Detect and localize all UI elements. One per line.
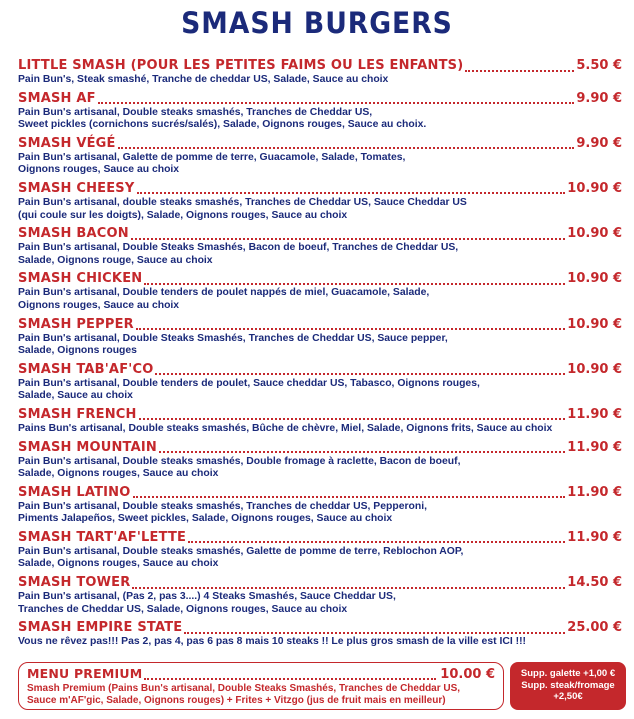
menu-item-description — [18, 242, 622, 267]
dotted-leader — [159, 450, 565, 453]
menu-premium-name: MENU PREMIUM — [27, 666, 143, 681]
menu-item-description — [18, 456, 622, 481]
menu-item-desc-line: Tranches de Cheddar US, Salade, Oignons rouges, Sauce au choix — [18, 603, 348, 615]
menu-item-price: 10.90 € — [567, 271, 622, 287]
menu-item-price: 10.90 € — [567, 361, 622, 377]
menu-item-price: 5.50 € — [576, 58, 622, 73]
menu-item-desc-line: Sweet pickles (cornichons sucrés/salés), Salade, Oignons rouges, Sauce au choix. — [18, 119, 427, 131]
dotted-leader — [155, 372, 565, 375]
dotted-leader — [136, 327, 565, 330]
menu-item-desc-line: Oignons rouges, Sauce au choix — [18, 164, 180, 176]
menu-item-name: SMASH FRENCH — [18, 406, 137, 422]
menu-item-desc-line: Pain Bun's artisanal, Galette de pomme de terre, Guacamole, Salade, Tomates, — [18, 151, 406, 163]
menu-item-desc-line: Pain Bun's artisanal, (Pas 2, pas 3....) 4 Steaks Smashés, Sauce Cheddar US, — [18, 591, 396, 603]
menu-item-price: 9.90 € — [576, 90, 622, 106]
menu-item-desc-line: Pain Bun's artisanal, Double steaks smashés, Double fromage à raclette, Bacon de boeuf, — [18, 455, 461, 467]
menu-item-header — [18, 317, 622, 333]
menu-item-desc-line: Salade, Oignons rouges, Sauce au choix — [18, 558, 219, 570]
menu-item-name: SMASH AF — [18, 90, 96, 106]
menu-item-name: SMASH EMPIRE STATE — [18, 620, 183, 636]
menu-item-desc-line: Vous ne rêvez pas!!! Pas 2, pas 4, pas 6 pas 8 mais 10 steaks !! Le plus gros smash de la ville est ICI !!! — [18, 636, 527, 648]
menu-item-name: SMASH TART'AF'LETTE — [18, 529, 187, 545]
dotted-leader — [139, 417, 566, 420]
menu-item — [18, 407, 622, 436]
menu-item-desc-line: Piments Jalapeños, Sweet pickles, Salade, Oignons rouges, Sauce au choix — [18, 513, 393, 525]
menu-item-desc-line: Salade, Oignons rouges, Sauce au choix — [18, 468, 219, 480]
menu-item-desc-line: Pain Bun's, Steak smashé, Tranche de cheddar US, Salade, Sauce au choix — [18, 74, 389, 85]
menu-item-desc-line: Pain Bun's artisanal, Double Steaks Smashés, Bacon de boeuf, Tranches de Cheddar US, — [18, 242, 459, 254]
menu-item-description — [18, 333, 622, 358]
menu-item-desc-line: Pain Bun's artisanal, Double steaks smashés, Galette de pomme de terre, Reblochon AOP, — [18, 545, 464, 557]
menu-item — [18, 91, 622, 132]
menu-item-description — [18, 74, 622, 87]
dotted-leader — [133, 495, 566, 498]
menu-item-name: SMASH PEPPER — [18, 316, 134, 332]
menu-item-name: SMASH TOWER — [18, 575, 131, 591]
menu-item — [18, 485, 622, 526]
menu-item-name: SMASH CHEESY — [18, 180, 135, 196]
menu-item — [18, 271, 622, 312]
menu-item-name: SMASH VÉGÉ — [18, 135, 116, 151]
menu-item-desc-line: Pain Bun's artisanal, Double Steaks Smashés, Tranches de Cheddar US, Sauce pepper, — [18, 332, 448, 344]
menu-item — [18, 362, 622, 403]
dotted-leader — [144, 677, 436, 680]
menu-item-desc-line: Salade, Oignons rouge, Sauce au choix — [18, 254, 213, 266]
menu-premium-desc-line: Smash Premium (Pains Bun's artisanal, Double Steaks Smashés, Tranches de Cheddar US, — [27, 683, 461, 694]
menu-item — [18, 317, 622, 358]
menu-item — [18, 181, 622, 222]
menu-item-name: SMASH LATINO — [18, 484, 131, 500]
menu-item — [18, 440, 622, 481]
menu-item-header — [18, 181, 622, 197]
menu-item-description — [18, 287, 622, 312]
menu-item-header — [18, 530, 622, 546]
menu-item-description — [18, 546, 622, 571]
menu-item-header — [18, 226, 622, 242]
menu-item-description — [18, 501, 622, 526]
menu-title: SMASH BURGERS — [181, 6, 453, 40]
supp-steak-fromage-price: +2,50€ — [553, 691, 583, 702]
menu-item-description — [18, 636, 622, 649]
menu-item — [18, 530, 622, 571]
menu-item-description — [18, 423, 622, 436]
supplements-badge — [510, 662, 626, 710]
menu-item-price: 25.00 € — [567, 620, 622, 636]
menu-items-list — [18, 58, 622, 653]
menu-item-desc-line: Pain Bun's artisanal, Double steaks smashés, Tranches de cheddar US, Pepperoni, — [18, 500, 428, 512]
menu-item-description — [18, 197, 622, 222]
menu-item-name: SMASH BACON — [18, 226, 129, 242]
menu-premium-header — [27, 666, 495, 683]
menu-item-desc-line: Pain Bun's artisanal, Double tenders de poulet, Sauce cheddar US, Tabasco, Oignons rouges, — [18, 377, 480, 389]
dotted-leader — [184, 631, 565, 634]
menu-item — [18, 58, 622, 87]
dotted-leader — [132, 586, 565, 589]
menu-item — [18, 575, 622, 616]
menu-item-price: 11.90 € — [567, 484, 622, 500]
dotted-leader — [188, 540, 565, 543]
menu-item-name: SMASH TAB'AF'CO — [18, 361, 154, 377]
menu-item-price: 11.90 € — [567, 406, 622, 422]
dotted-leader — [131, 237, 566, 240]
menu-item-header — [18, 136, 622, 152]
menu-item-desc-line: Salade, Oignons rouges — [18, 345, 137, 357]
menu-item-name: SMASH CHICKEN — [18, 271, 143, 287]
menu-item-description — [18, 107, 622, 132]
menu-item-header — [18, 58, 622, 74]
menu-item — [18, 226, 622, 267]
menu-item-name: SMASH MOUNTAIN — [18, 439, 157, 455]
dotted-leader — [98, 101, 575, 104]
menu-item-price: 10.90 € — [567, 226, 622, 242]
menu-item-desc-line: Pain Bun's artisanal, double steaks smashés, Tranches de Cheddar US, Sauce Cheddar US — [18, 196, 467, 208]
menu-item-price: 9.90 € — [576, 135, 622, 151]
menu-item-desc-line: Salade, Sauce au choix — [18, 390, 133, 402]
menu-item-desc-line: Pain Bun's artisanal, Double tenders de poulet nappés de miel, Guacamole, Salade, — [18, 287, 430, 299]
menu-item-desc-line: Pain Bun's artisanal, Double steaks smashés, Tranches de Cheddar US, — [18, 106, 373, 118]
menu-item-header — [18, 440, 622, 456]
menu-item-header — [18, 485, 622, 501]
supp-steak-fromage: Supp. steak/fromage — [521, 679, 615, 691]
menu-item-description — [18, 378, 622, 403]
menu-item-desc-line: Pains Bun's artisanal, Double steaks smashés, Bûche de chèvre, Miel, Salade, Oignons frits, Sauce au choix — [18, 422, 553, 434]
menu-premium-description — [27, 683, 495, 707]
dotted-leader — [144, 282, 565, 285]
menu-item-desc-line: Oignons rouges, Sauce au choix — [18, 299, 180, 311]
menu-item-price: 11.90 € — [567, 439, 622, 455]
menu-item-header — [18, 271, 622, 287]
dotted-leader — [465, 69, 574, 72]
menu-item — [18, 620, 622, 649]
menu-premium-price: 10.00 € — [440, 667, 495, 682]
menu-item-price: 10.90 € — [567, 180, 622, 196]
menu-item-header — [18, 362, 622, 378]
menu-item-name: LITTLE SMASH (POUR LES PETITES FAIMS OU LES ENFANTS) — [18, 58, 464, 73]
supp-galette: Supp. galette +1,00 € — [520, 668, 616, 679]
menu-item-price: 11.90 € — [567, 529, 622, 545]
menu-item-desc-line: (qui coule sur les doigts), Salade, Oignons rouges, Sauce au choix — [18, 209, 348, 221]
menu-item-header — [18, 575, 622, 591]
menu-item-header — [18, 407, 622, 423]
dotted-leader — [137, 191, 566, 194]
menu-item — [18, 136, 622, 177]
menu-premium-box — [18, 662, 504, 710]
menu-premium-desc-line: Sauce m'AF'gic, Salade, Oignons rouges) + Frites + Vitzgo (jus de fruit mais en meilleur) — [27, 695, 446, 706]
menu-item-price: 10.90 € — [567, 316, 622, 332]
menu-item-description — [18, 152, 622, 177]
menu-item-header — [18, 91, 622, 107]
menu-item-price: 14.50 € — [567, 575, 622, 591]
dotted-leader — [118, 146, 575, 149]
menu-item-description — [18, 591, 622, 616]
menu-item-header — [18, 620, 622, 636]
